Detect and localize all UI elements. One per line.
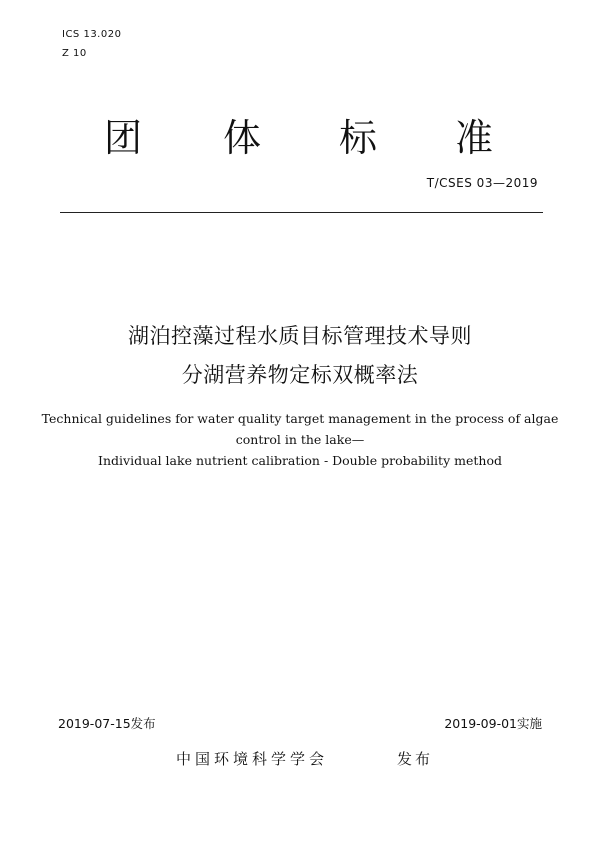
ics-code: ICS 13.020 (62, 29, 122, 40)
heading-char: 准 (455, 116, 494, 160)
ccs-code: Z 10 (62, 48, 87, 59)
heading-char: 团 (104, 116, 143, 160)
document-type-heading (0, 113, 600, 163)
publisher-name: 中国环境科学学会 (176, 750, 329, 768)
title-english-line-1: Technical guidelines for water quality target management in the process of algae (41, 411, 559, 426)
publish-label: 发布 (397, 750, 434, 768)
standard-number: T/CSES 03—2019 (426, 176, 538, 190)
divider (60, 212, 543, 213)
heading-char: 标 (339, 116, 378, 160)
title-english-line-3: Individual lake nutrient calibration - Double probability method (98, 453, 502, 468)
title-english-line-2: control in the lake— (235, 432, 365, 447)
heading-char: 体 (223, 116, 262, 160)
title-chinese-line-1: 湖泊控藻过程水质目标管理技术导则 (128, 324, 472, 348)
implementation-date: 2019-09-01实施 (444, 716, 542, 731)
title-chinese-line-2: 分湖营养物定标双概率法 (181, 363, 419, 387)
issue-date: 2019-07-15发布 (58, 716, 156, 731)
